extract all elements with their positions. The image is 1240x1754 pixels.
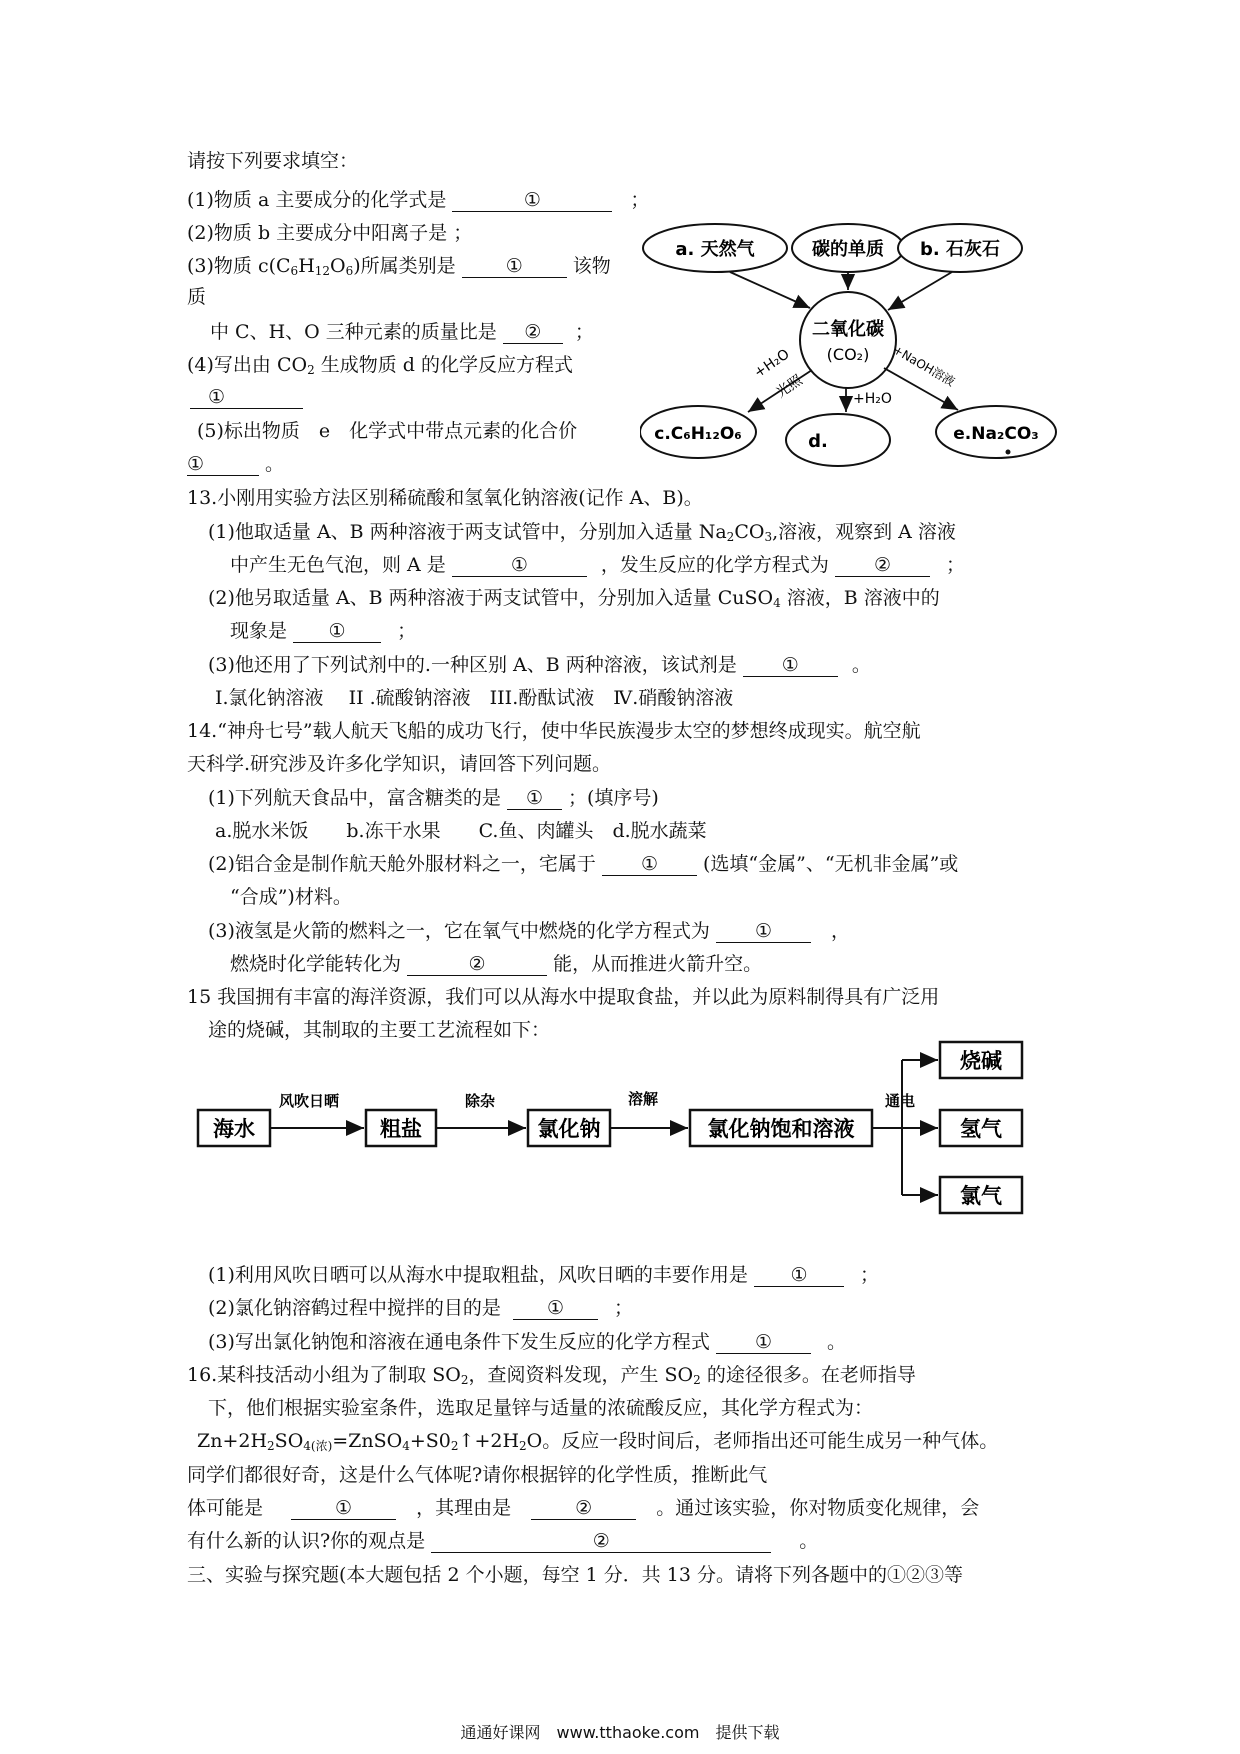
label-naoh: +NaOH溶液 <box>890 342 958 390</box>
subscript: 2 <box>307 363 315 377</box>
q12-p3-line3-suffix: ； <box>574 321 594 343</box>
q15-p1-suffix: ； <box>860 1264 880 1286</box>
q16-text: ，查阅资料发现，产生 SO <box>468 1364 694 1386</box>
q13-p1-text: ，发生反应的化学方程式为 <box>600 554 829 576</box>
q14-p3-line2-text: 燃烧时化学能转化为 <box>230 953 402 975</box>
q16-text: ，其理由是 <box>416 1497 512 1519</box>
q13-p1-end: ； <box>946 554 966 576</box>
q14-p3-line2-suffix: 能，从而推进火箭升空。 <box>553 953 763 975</box>
q14-p2-blank <box>602 853 697 876</box>
q12-p3-text: (3)物质 c(C <box>187 255 291 277</box>
q15-part3 <box>208 1329 846 1355</box>
q13-p1-blank-2 <box>835 554 930 577</box>
blank-mark: ① <box>335 1497 353 1519</box>
q12-p2-text: (2)物质 b 主要成分中阳离子是 ； <box>187 222 473 244</box>
node-co2 <box>800 292 896 388</box>
step1-label: 风吹日晒 <box>278 1092 340 1110</box>
q15-title <box>187 984 939 1010</box>
q14-title-text: 14.“神舟七号”载人航天飞船的成功飞行，使中华民族漫步太空的梦想终成现实。航空航 <box>187 720 921 742</box>
q15-p3-blank <box>716 1331 811 1354</box>
q13-p2-text: 现象是 <box>230 620 288 642</box>
q13-part3 <box>208 652 871 678</box>
node-d-label: d. <box>808 431 828 452</box>
node-d <box>786 414 890 466</box>
q12-p3-line3-text: 中 C、H、O 三种元素的质量比是 <box>210 321 497 343</box>
node-c-label: c.C₆H₁₂O₆ <box>654 424 742 444</box>
subscript: 6 <box>290 264 299 278</box>
subscript: 4 <box>402 1439 410 1453</box>
q12-part3 <box>187 253 611 279</box>
q13-p2-text: 溶液，B 溶液中的 <box>780 587 940 609</box>
section3-heading <box>187 1562 963 1588</box>
emphasis-dot <box>1006 450 1011 455</box>
blank-mark: ① <box>187 453 205 475</box>
q13-options <box>215 685 733 711</box>
blank-mark: ① <box>790 1264 808 1286</box>
blank-mark: ② <box>468 953 486 975</box>
q14-title <box>187 718 921 744</box>
blank-mark: ① <box>640 853 658 875</box>
q15-p2-text: (2)氯化钠溶鹤过程中搅拌的目的是 <box>208 1297 501 1319</box>
q14-p3-blank-2 <box>407 953 547 976</box>
q15-part2 <box>208 1295 633 1321</box>
step3-label: 溶解 <box>627 1090 659 1108</box>
q12-p4-blank <box>190 386 303 409</box>
box-caustic-soda-label: 烧碱 <box>960 1049 1002 1073</box>
q12-part5-answer <box>187 451 284 477</box>
q13-title <box>187 485 703 511</box>
box-nacl-label: 氯化钠 <box>537 1117 601 1141</box>
q16-blank-2 <box>531 1497 636 1520</box>
q16-equation: ↑+2H <box>458 1430 520 1452</box>
q12-p5-blank <box>187 453 259 476</box>
subscript: 2 <box>450 1439 459 1453</box>
q16-line2 <box>208 1395 873 1421</box>
q13-title-text: 13.小刚用实验方法区别稀硫酸和氢氧化钠溶液(记作 A、B)。 <box>187 487 703 509</box>
section3-text: 三、实验与探究题(本大题包括 2 个小题，每空 1 分．共 13 分。请将下列各题中的①②③等 <box>187 1564 964 1586</box>
box-saturated-solution-label: 氯化钠饱和溶液 <box>707 1117 855 1141</box>
q14-p2-suffix: (选填“金属”、“无机非金属”或 <box>703 853 959 875</box>
q12-p4-text: 生成物质 d 的化学反应方程式 <box>314 354 574 376</box>
arrow-b-co2 <box>888 272 952 310</box>
q16-line5 <box>187 1495 979 1521</box>
q16-line1 <box>187 1362 916 1388</box>
q15-p1-blank <box>754 1264 844 1287</box>
q13-p3-end: 。 <box>851 654 871 676</box>
q13-options-text: I.氯化钠溶液 II .硫酸钠溶液 III.酚酞试液 Ⅳ.硝酸钠溶液 <box>215 687 734 709</box>
q16-equation: SO <box>274 1430 304 1452</box>
q12-p4-text: (4)写出由 CO <box>187 354 308 376</box>
q14-p1-options-text: a.脱水米饭 b.冻干水果 C.鱼、肉罐头 d.脱水蔬菜 <box>215 820 707 842</box>
q16-equation: O。反应一段时间后，老师指出还可能生成另一种气体。 <box>526 1430 999 1452</box>
q12-p1-text: (1)物质 a 主要成分的化学式是 <box>187 189 447 211</box>
blank-mark: ① <box>523 189 541 211</box>
q14-part1 <box>208 785 659 811</box>
node-co2-label: 二氧化碳 <box>812 319 884 340</box>
step4-label: 通电 <box>884 1092 916 1110</box>
q13-p1-blank-1 <box>452 554 587 577</box>
intro-line <box>187 148 358 174</box>
q13-part2 <box>208 585 940 611</box>
subscript: 2 <box>726 530 735 544</box>
box-chlorine-label: 氯气 <box>960 1184 1002 1208</box>
blank-mark: ① <box>328 620 346 642</box>
blank-mark: ② <box>873 554 891 576</box>
q16-line4 <box>187 1462 767 1488</box>
label-h2o-d: +H₂O <box>853 391 892 407</box>
blank-mark: ① <box>505 255 523 277</box>
q12-part5 <box>197 418 577 444</box>
q16-text: 16.某科技活动小组为了制取 SO <box>187 1364 461 1386</box>
q14-p2-line2-text: “合成”)材料。 <box>230 886 352 908</box>
q15-part1 <box>208 1262 879 1288</box>
q15-p3-text: (3)写出氯化钠饱和溶液在通电条件下发生反应的化学方程式 <box>208 1331 710 1353</box>
q14-part1-options <box>215 818 707 844</box>
subscript: 12 <box>314 264 331 278</box>
q12-part3-line2 <box>187 284 206 310</box>
q15-p2-suffix: ； <box>614 1297 634 1319</box>
q14-p3-blank <box>716 920 811 943</box>
blank-mark: ① <box>754 1331 772 1353</box>
blank-mark: ② <box>575 1497 593 1519</box>
co2-relationship-diagram <box>640 220 1060 480</box>
node-carbon-label: 碳的单质 <box>812 239 884 260</box>
q16-line6 <box>187 1528 818 1554</box>
intro-text: 请按下列要求填空： <box>187 150 359 172</box>
q14-p1-suffix: ；(填序号) <box>568 787 659 809</box>
subscript: 2 <box>693 1373 701 1387</box>
q14-title-line2 <box>187 751 611 777</box>
q15-p2-blank <box>513 1297 598 1320</box>
q12-part1 <box>187 187 649 213</box>
q12-part4 <box>187 352 573 378</box>
q16-text: 同学们都很好奇，这是什么气体呢?请你根据锌的化学性质，推断此气 <box>187 1464 768 1486</box>
q13-part1-line2 <box>230 552 965 578</box>
q13-p1-text: ,溶液，观察到 A 溶液 <box>772 521 956 543</box>
blank-mark: ② <box>592 1530 610 1552</box>
q13-p2-end: ； <box>397 620 417 642</box>
q14-part2-line2 <box>230 884 352 910</box>
q13-p3-text: (3)他还用了下列试剂中的.一种区别 A、B 两种溶液，该试剂是 <box>208 654 737 676</box>
q16-text: 体可能是 <box>187 1497 264 1519</box>
q14-part3 <box>208 918 850 944</box>
q16-equation: Zn+2H <box>197 1430 268 1452</box>
q13-part1 <box>208 519 956 545</box>
q12-p3-blank <box>462 255 567 278</box>
q15-title-text: 15 我国拥有丰富的海洋资源，我们可以从海水中提取食盐，并以此为原料制得具有广泛用 <box>187 986 940 1008</box>
q15-title-text: 途的烧碱，其制取的主要工艺流程如下： <box>208 1019 551 1041</box>
q14-p2-text: (2)铝合金是制作航天舱外服材料之一，宅属于 <box>208 853 596 875</box>
q14-p1-text: (1)下列航天食品中，富含糖类的是 <box>208 787 501 809</box>
node-co2-formula: (CO₂) <box>826 345 870 364</box>
q12-p5-end: 。 <box>265 453 285 475</box>
q12-part3-line3 <box>210 319 594 345</box>
q14-p3-suffix: ， <box>831 920 851 942</box>
q16-text: 的途径很多。在老师指导 <box>700 1364 916 1386</box>
q15-p1-text: (1)利用风吹日晒可以从海水中提取粗盐，风吹日晒的丰要作用是 <box>208 1264 748 1286</box>
subscript: 4(浓) <box>303 1439 333 1453</box>
step2-label: 除杂 <box>464 1092 496 1110</box>
q16-text: 有什么新的认识?你的观点是 <box>187 1530 426 1552</box>
q12-part2 <box>187 220 472 246</box>
q12-part4-answer <box>190 384 303 410</box>
subscript: 2 <box>519 1439 527 1453</box>
q14-p1-blank <box>507 787 562 810</box>
subscript: 2 <box>267 1439 275 1453</box>
q16-equation: +S0 <box>409 1430 451 1452</box>
arrow-a-co2 <box>730 272 810 308</box>
q13-p1-text: (1)他取适量 A、B 两种溶液于两支试管中，分别加入适量 Na <box>208 521 727 543</box>
subscript: 3 <box>764 530 773 544</box>
q13-p2-blank <box>293 620 381 643</box>
q13-p2-text: (2)他另取适量 A、B 两种溶液于两支试管中，分别加入适量 CuSO <box>208 587 774 609</box>
q12-p3-suffix: 该物 <box>572 255 611 277</box>
box-hydrogen-label: 氢气 <box>960 1117 1002 1141</box>
q14-title-text: 天科学.研究涉及许多化学知识，请回答下列问题。 <box>187 753 612 775</box>
label-h2o: +H₂O <box>751 346 793 382</box>
q13-p1-text: 中产生无色气泡，则 A 是 <box>230 554 446 576</box>
blank-mark: ① <box>525 787 543 809</box>
q14-p3-text: (3)液氢是火箭的燃料之一，它在氧气中燃烧的化学方程式为 <box>208 920 710 942</box>
q16-blank-1 <box>291 1497 396 1520</box>
q16-text: 。 <box>799 1530 819 1552</box>
q12-p1-blank <box>452 189 612 212</box>
subscript: 2 <box>460 1373 469 1387</box>
blank-mark: ① <box>754 920 772 942</box>
blank-mark: ① <box>781 654 799 676</box>
q16-equation: =ZnSO <box>332 1430 403 1452</box>
q12-p3-text: )所属类别是 <box>353 255 456 277</box>
subscript: 6 <box>345 264 354 278</box>
q14-part3-line2 <box>230 951 762 977</box>
blank-mark: ① <box>546 1297 564 1319</box>
box-crude-salt-label: 粗盐 <box>380 1117 422 1141</box>
q12-p1-suffix: ； <box>630 189 650 211</box>
label-light: 光照 <box>773 372 806 402</box>
page-footer: 通通好课网 www.tthaoke.com 提供下载 <box>460 1723 780 1742</box>
node-e-label: e.Na₂CO₃ <box>953 424 1039 444</box>
q16-blank-3 <box>431 1530 771 1553</box>
q12-p3-text: H <box>298 255 315 277</box>
q16-text: 。通过该实验，你对物质变化规律，会 <box>656 1497 980 1519</box>
node-b-label: b. 石灰石 <box>920 239 1000 260</box>
salt-process-flowchart <box>190 1040 1080 1230</box>
blank-mark: ① <box>208 386 226 408</box>
q14-part2 <box>208 851 958 877</box>
q12-p5-text: (5)标出物质 e 化学式中带点元素的化合价 <box>197 420 578 442</box>
q12-p3-line2-text: 质 <box>187 286 207 308</box>
q13-p3-blank <box>743 654 838 677</box>
subscript: 4 <box>773 596 781 610</box>
q12-p3-text: O <box>330 255 346 277</box>
q13-part2-line2 <box>230 618 416 644</box>
blank-mark: ① <box>510 554 528 576</box>
q16-text: 下，他们根据实验室条件，选取足量锌与适量的浓硫酸反应，其化学方程式为： <box>208 1397 874 1419</box>
box-seawater-label: 海水 <box>213 1117 255 1141</box>
q16-line3 <box>197 1428 998 1454</box>
node-a-label: a. 天然气 <box>675 239 755 260</box>
blank-mark: ② <box>524 321 542 343</box>
q15-p3-suffix: 。 <box>827 1331 847 1353</box>
q12-p3-ratio-blank <box>503 321 563 344</box>
q13-p1-text: CO <box>734 521 765 543</box>
